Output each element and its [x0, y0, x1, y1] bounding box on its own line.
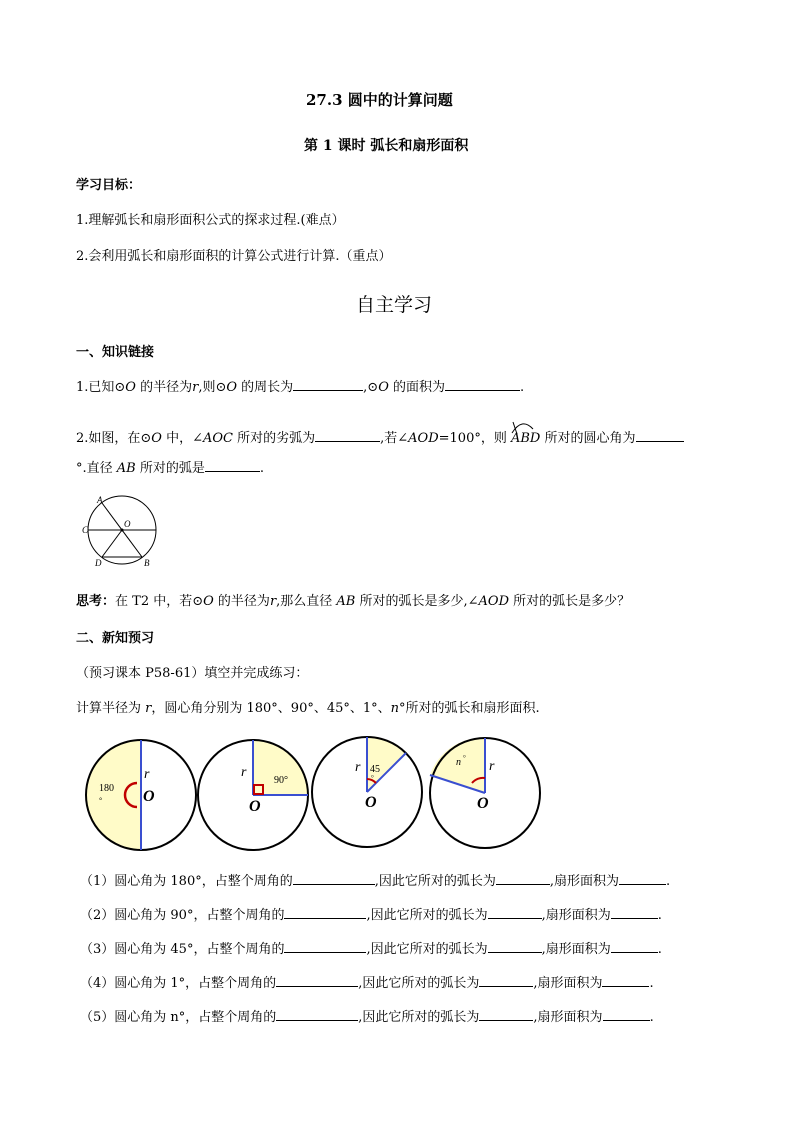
- degree-label: °: [371, 774, 374, 782]
- goals-heading: 学习目标：: [76, 178, 142, 193]
- answer-blank[interactable]: [488, 906, 542, 919]
- exercise-item: （1）圆心角为 180°，占整个周角的 ,因此它所对的弧长为 ,扇形面积为 .: [80, 874, 671, 889]
- point-c-label: C: [82, 525, 89, 535]
- point-d-label: D: [95, 558, 102, 568]
- answer-blank[interactable]: [293, 872, 375, 885]
- goal-item: 2.会利用弧长和扇形面积的计算公式进行计算.（重点）: [76, 249, 392, 264]
- answer-blank[interactable]: [636, 429, 684, 442]
- answer-blank[interactable]: [488, 940, 542, 953]
- answer-blank[interactable]: [496, 872, 550, 885]
- answer-blank[interactable]: [315, 429, 380, 442]
- preview-intro: 计算半径为 r，圆心角分别为 180°、90°、45°、1°、n°所对的弧长和扇形面积.: [76, 701, 540, 716]
- answer-blank[interactable]: [205, 459, 260, 472]
- answer-blank[interactable]: [479, 1008, 533, 1021]
- think-question: 思考：在 T2 中，若⊙O 的半径为r,那么直径 AB 所对的弧长是多少,∠AOD 所对的弧长是多少？: [76, 594, 631, 609]
- part1-heading: 一、知识链接: [76, 345, 155, 360]
- exercise-item: （5）圆心角为 n°，占整个周角的 ,因此它所对的弧长为 ,扇形面积为 .: [80, 1010, 654, 1025]
- part2-heading: 二、新知预习: [76, 631, 155, 646]
- goal-item: 1.理解弧长和扇形面积公式的探求过程.(难点）: [76, 213, 345, 228]
- answer-blank[interactable]: [611, 940, 658, 953]
- radius-label: r: [144, 767, 150, 782]
- page-title: 27.3 圆中的计算问题: [306, 91, 453, 109]
- question-2: 2.如图，在⊙O 中，∠AOC 所对的劣弧为 ,若∠AOD=100°，则 ABD 所对的圆心角为: [76, 427, 684, 446]
- exercise-item: （2）圆心角为 90°，占整个周角的 ,因此它所对的弧长为 ,扇形面积为 .: [80, 908, 662, 923]
- point-a-label: A: [97, 495, 103, 505]
- arc-symbol-icon: [509, 419, 535, 437]
- sector-figure-90: [197, 737, 317, 857]
- preview-note: （预习课本 P58-61）填空并完成练习：: [76, 666, 309, 681]
- sector-figure-45: [311, 734, 431, 854]
- angle-label: 90°: [274, 775, 288, 786]
- answer-blank[interactable]: [602, 974, 649, 987]
- point-o-label: O: [124, 519, 131, 529]
- angle-label: 180: [99, 783, 114, 794]
- question-1: 1.已知⊙O 的半径为r,则⊙O 的周长为 ,⊙O 的面积为 .: [76, 380, 525, 395]
- center-label: O: [143, 788, 155, 805]
- sector-figure-180: [83, 737, 203, 857]
- circle-figure: [82, 494, 172, 574]
- answer-blank[interactable]: [276, 1008, 358, 1021]
- angle-label: n: [456, 757, 461, 768]
- answer-blank[interactable]: [603, 1008, 650, 1021]
- answer-blank[interactable]: [611, 906, 658, 919]
- exercise-item: （4）圆心角为 1°，占整个周角的 ,因此它所对的弧长为 ,扇形面积为 .: [80, 976, 654, 991]
- angle-label: 45: [370, 764, 380, 775]
- radius-label: r: [355, 760, 361, 775]
- arc-abd: ABD: [511, 431, 540, 446]
- point-b-label: B: [144, 558, 150, 568]
- sector-figure-n: [423, 735, 543, 855]
- question-2-cont: °.直径 AB 所对的弧是 .: [76, 461, 264, 476]
- center-label: O: [249, 798, 261, 815]
- exercise-item: （3）圆心角为 45°，占整个周角的 ,因此它所对的弧长为 ,扇形面积为 .: [80, 942, 662, 957]
- lesson-subtitle: 第 1 课时 弧长和扇形面积: [304, 138, 469, 154]
- answer-blank[interactable]: [284, 906, 366, 919]
- degree-label: °: [99, 796, 103, 805]
- answer-blank[interactable]: [619, 872, 666, 885]
- answer-blank[interactable]: [479, 974, 533, 987]
- radius-label: r: [489, 759, 495, 774]
- answer-blank[interactable]: [276, 974, 358, 987]
- section-title: 自主学习: [356, 294, 433, 316]
- center-label: O: [365, 794, 377, 811]
- answer-blank[interactable]: [293, 378, 363, 391]
- center-label: O: [477, 795, 489, 812]
- radius-label: r: [241, 765, 247, 780]
- answer-blank[interactable]: [284, 940, 366, 953]
- degree-label: °: [463, 754, 466, 762]
- answer-blank[interactable]: [445, 378, 520, 391]
